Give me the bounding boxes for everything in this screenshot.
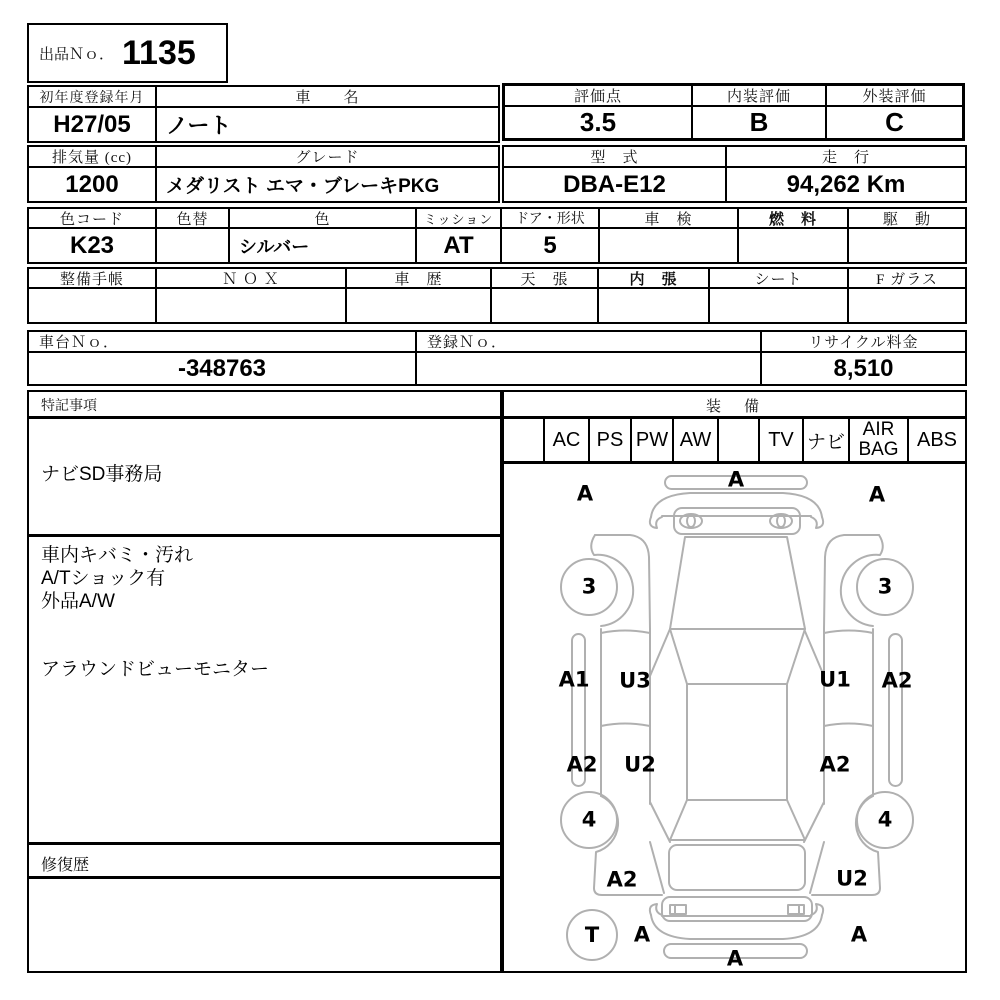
f-glass-value	[849, 289, 965, 322]
equipment-cell-abs: ABS	[916, 428, 958, 451]
equipment-cell-empty-2	[719, 419, 760, 461]
note-around-view: アラウンドビューモニター	[41, 659, 270, 680]
service-book-label: 整備手帳	[29, 269, 155, 289]
notes-header-box	[27, 390, 502, 418]
equipment-header-box	[502, 390, 967, 418]
auction-no-label: 出品Ｎｏ．	[39, 46, 115, 63]
damage-marker: A	[850, 922, 868, 947]
chassis-no-value: -348763	[177, 354, 267, 382]
exterior-grade-label: 外装評価	[827, 86, 962, 107]
notes-box-2	[27, 535, 502, 844]
chassis-row	[27, 330, 967, 386]
damage-marker: A	[726, 946, 744, 971]
equipment-cell-tv: TV	[760, 419, 804, 461]
color-value: シルバー	[239, 236, 310, 257]
repair-header: 修復歴	[41, 857, 90, 874]
headliner-value	[492, 289, 597, 322]
equipment-row	[502, 417, 967, 463]
trim-value	[599, 289, 708, 322]
mileage-value: 94,262 Km	[786, 170, 906, 198]
history-value	[347, 289, 490, 322]
damage-marker: 4	[877, 807, 893, 832]
equipment-cell-ac: AC	[545, 419, 590, 461]
damage-marker: A	[868, 482, 886, 507]
model-mileage-row	[502, 145, 967, 203]
equipment-cell-aw: AW	[674, 419, 719, 461]
color-change-value	[157, 229, 228, 262]
damage-diagram	[502, 462, 967, 973]
car-name-value: ノート	[166, 113, 232, 138]
displacement-grade-row	[27, 145, 500, 203]
notes-header: 特記事項	[41, 399, 97, 414]
nox-label: Ｎ Ｏ Ｘ	[157, 269, 345, 289]
equipment-cell-ps: PS	[590, 419, 632, 461]
damage-marker: U2	[624, 752, 656, 777]
f-glass-label: F ガラス	[849, 269, 965, 289]
interior-grade-label: 内装評価	[693, 86, 825, 107]
color-code-value: K23	[69, 231, 115, 259]
damage-marker: U2	[836, 866, 868, 891]
grade-label: グレード	[157, 147, 498, 168]
damage-marker: 3	[877, 574, 893, 599]
headliner-label: 天 張	[492, 269, 597, 289]
mileage-label: 走 行	[727, 147, 965, 168]
evaluation-block	[502, 83, 965, 141]
color-change-label: 色替	[157, 209, 228, 229]
repair-header-box	[27, 843, 502, 878]
first-reg-value: H27/05	[53, 110, 131, 138]
damage-marker: U1	[819, 667, 851, 692]
damage-marker: T	[566, 909, 618, 961]
drive-value	[849, 229, 965, 262]
transmission-value: AT	[443, 231, 474, 259]
auction-no-box	[27, 23, 228, 83]
reg-no-label: 登録Ｎｏ．	[417, 332, 760, 353]
recycle-fee-value: 8,510	[833, 354, 894, 382]
seat-value	[710, 289, 847, 322]
diagram-markers	[504, 464, 965, 971]
inspection-label: 車 検	[600, 209, 737, 229]
drive-label: 駆 動	[849, 209, 965, 229]
car-name-label: 車 名	[157, 87, 498, 108]
auction-no-value: 1135	[122, 33, 196, 72]
note-nav-sd: ナビSD事務局	[41, 464, 163, 485]
color-label: 色	[230, 209, 415, 229]
service-book-value	[29, 289, 155, 322]
first-reg-label: 初年度登録年月	[29, 87, 155, 108]
nox-value	[157, 289, 345, 322]
reg-name-row	[27, 85, 500, 143]
damage-marker: A	[633, 922, 651, 947]
note-aftermarket-wheels: 外品A/W	[41, 591, 115, 612]
damage-marker: A2	[566, 752, 598, 777]
note-at-shock: A/Tショック有	[41, 568, 166, 589]
damage-marker: A	[576, 481, 594, 506]
doors-label: ドア・形状	[502, 209, 598, 229]
transmission-label: ミッション	[417, 209, 500, 229]
score-label: 評価点	[505, 86, 691, 107]
displacement-label: 排気量 (cc)	[29, 147, 155, 168]
damage-marker: A	[727, 467, 745, 492]
damage-marker: A2	[881, 668, 913, 693]
interior-grade-value: B	[749, 107, 769, 137]
chassis-no-label: 車台Ｎｏ．	[29, 332, 415, 353]
seat-label: シート	[710, 269, 847, 289]
service-row	[27, 267, 967, 324]
equipment-cell-pw: PW	[632, 419, 674, 461]
inspection-value	[600, 229, 737, 262]
history-label: 車 歴	[347, 269, 490, 289]
fuel-label: 燃 料	[739, 209, 847, 229]
reg-no-value	[417, 353, 760, 384]
grade-value: メダリスト エマ・ブレーキPKG	[166, 176, 440, 197]
damage-marker: A1	[558, 667, 590, 692]
model-code-label: 型 式	[504, 147, 725, 168]
exterior-grade-value: C	[885, 107, 904, 137]
trim-label: 内 張	[599, 269, 708, 289]
note-dirt: 車内キバミ・汚れ	[41, 545, 194, 566]
equipment-cell-airbag: AIR BAG	[850, 419, 909, 461]
repair-box	[27, 877, 502, 973]
damage-marker: A2	[606, 867, 638, 892]
equipment-cell-navi: ナビ	[804, 419, 850, 461]
doors-value: 5	[543, 231, 557, 259]
damage-marker: A2	[819, 752, 851, 777]
equipment-cell-empty-1	[504, 419, 545, 461]
damage-marker: U3	[619, 668, 651, 693]
equipment-header: 装 備	[705, 399, 763, 415]
color-row	[27, 207, 967, 264]
damage-marker: 4	[581, 807, 597, 832]
model-code-value: DBA-E12	[563, 170, 666, 198]
color-code-label: 色コード	[29, 209, 155, 229]
score-value: 3.5	[579, 107, 617, 137]
recycle-fee-label: リサイクル料金	[762, 332, 965, 353]
damage-marker: 3	[581, 574, 597, 599]
displacement-value: 1200	[65, 170, 119, 198]
fuel-value	[739, 229, 847, 262]
notes-box-1	[27, 417, 502, 536]
